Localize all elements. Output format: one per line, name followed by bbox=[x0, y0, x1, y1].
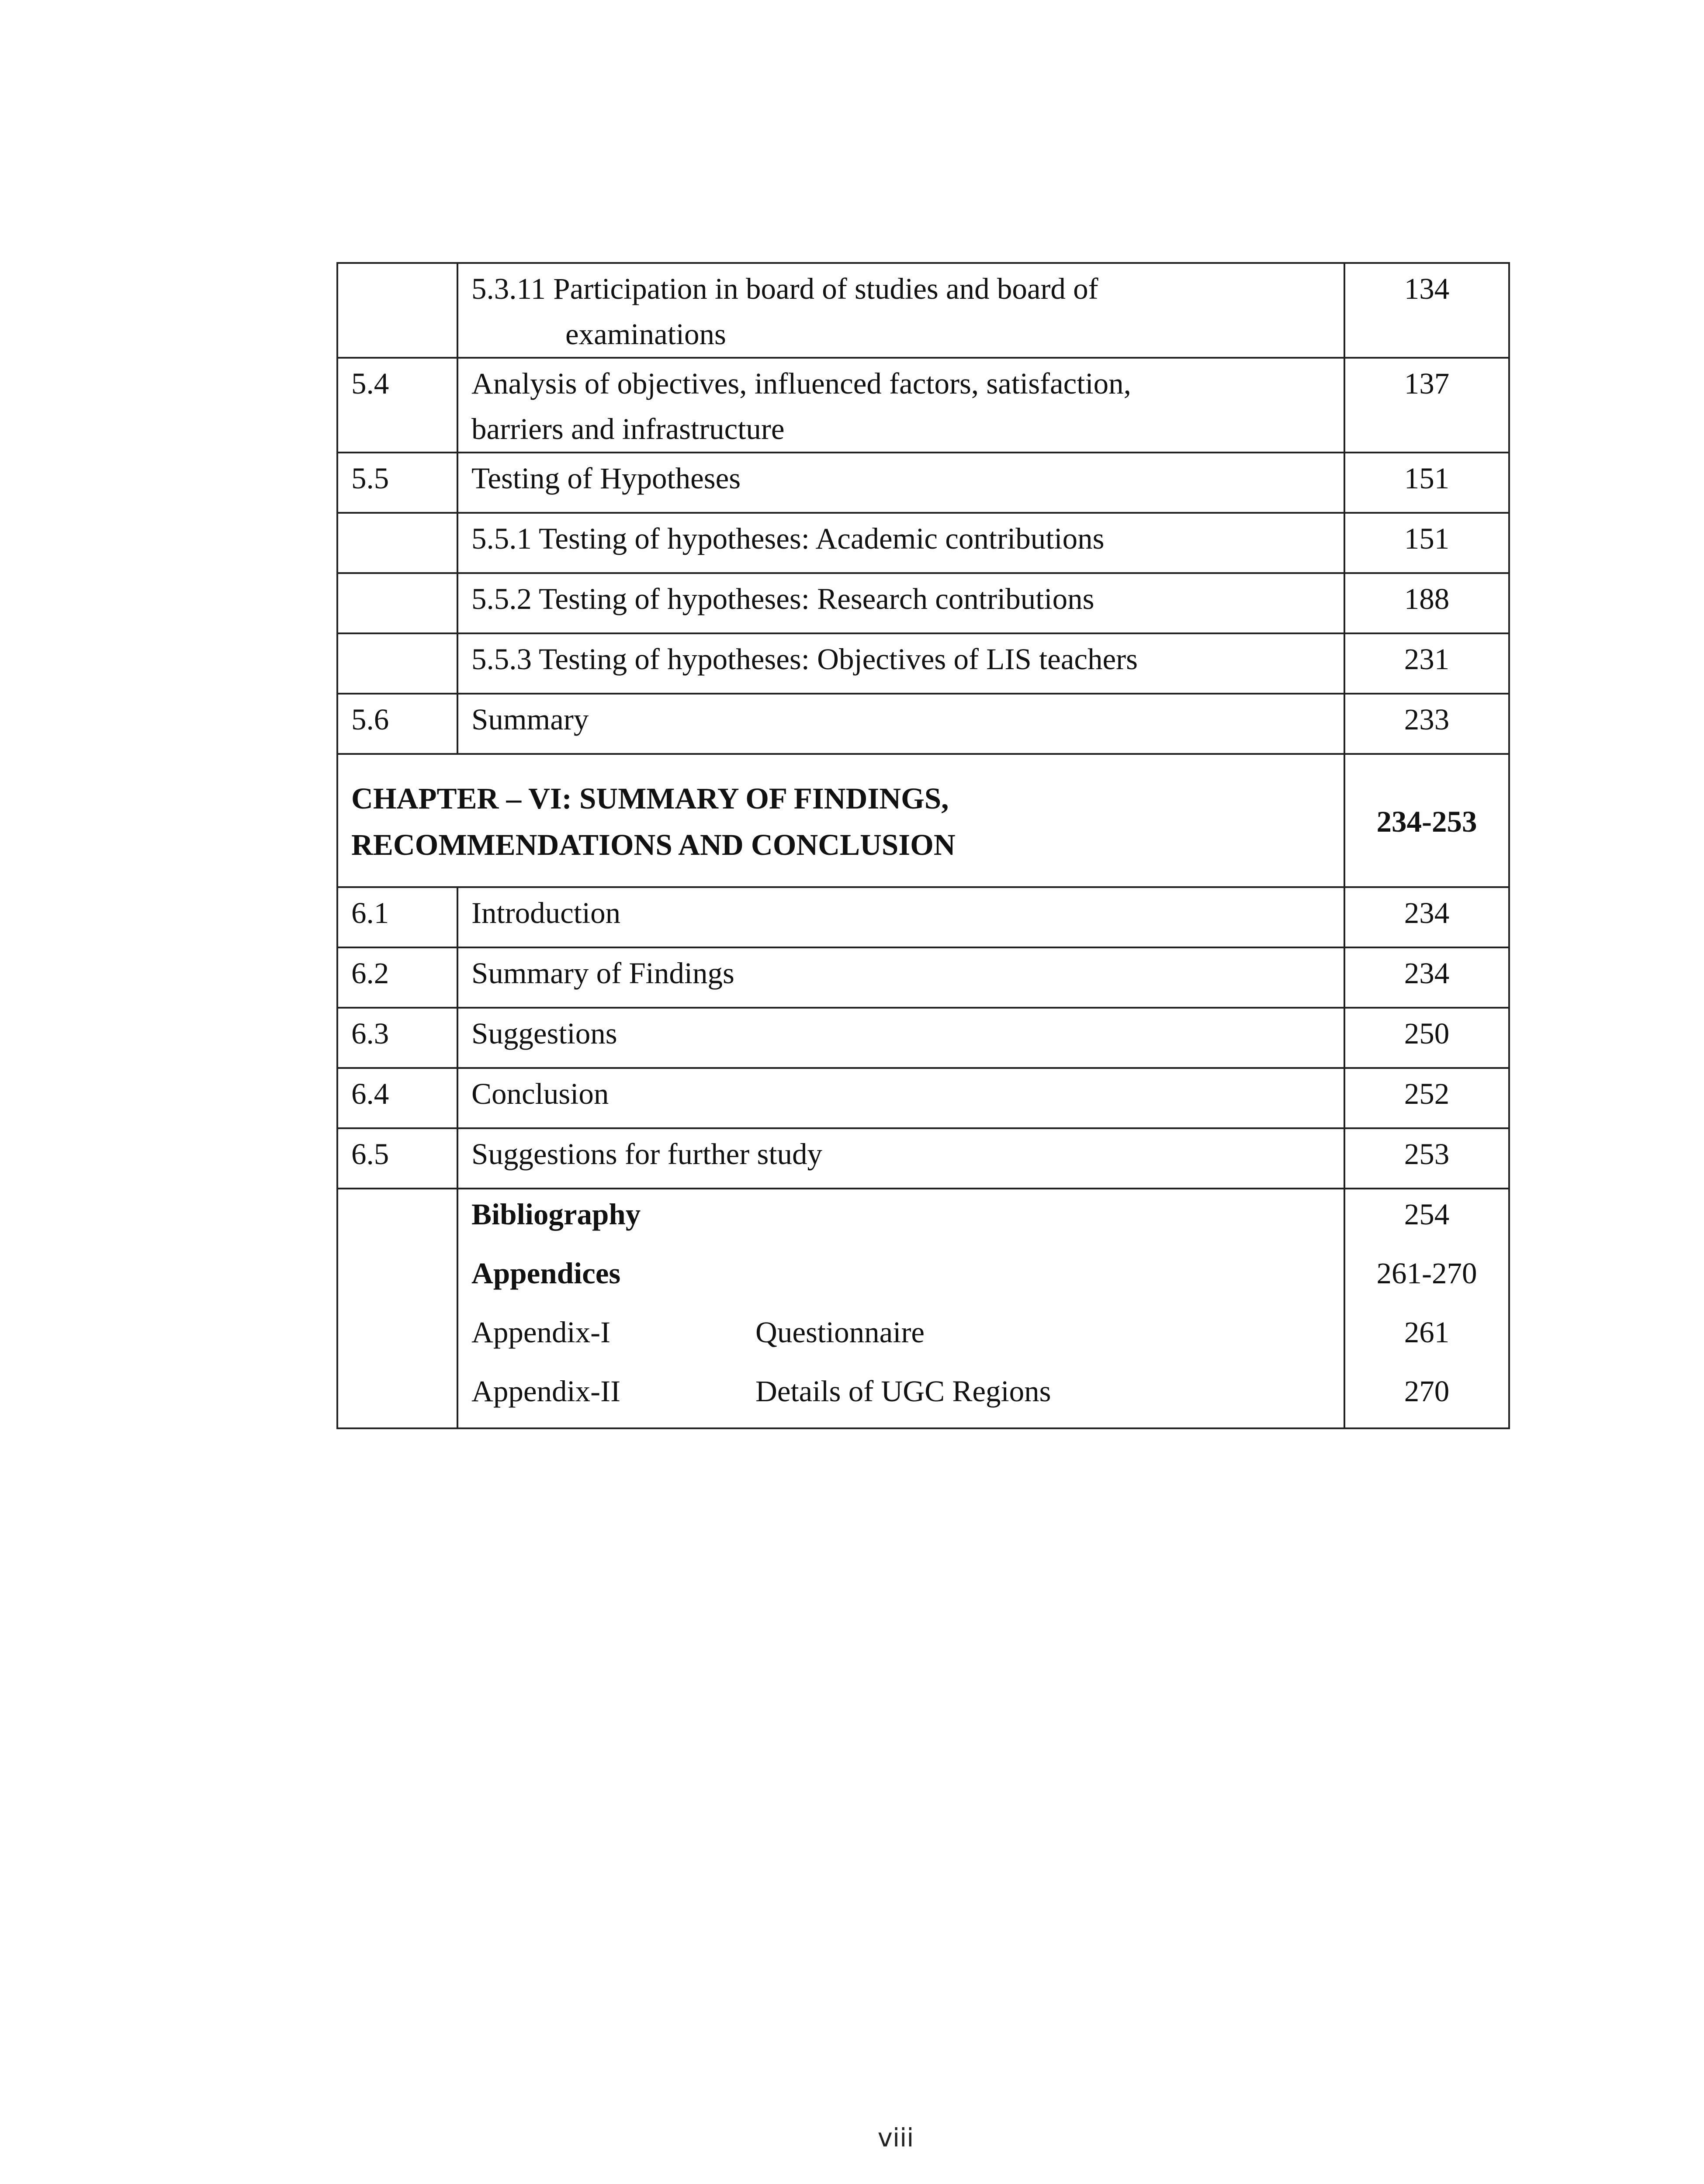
appendices-label: Appendices bbox=[471, 1257, 621, 1290]
back-matter-pages bbox=[1344, 1189, 1509, 1428]
section-title-line: barriers and infrastructure bbox=[471, 412, 785, 446]
appendix-label: Appendix-II bbox=[471, 1375, 621, 1408]
toc-row bbox=[337, 947, 1509, 1008]
toc-row bbox=[337, 263, 1509, 358]
toc-row bbox=[337, 358, 1509, 453]
section-number bbox=[337, 633, 457, 694]
section-number: 6.2 bbox=[337, 947, 457, 1008]
chapter-heading-row bbox=[337, 754, 1509, 887]
section-title: 5.5.1 Testing of hypotheses: Academic contributions bbox=[457, 513, 1344, 573]
chapter-title bbox=[337, 754, 1344, 887]
section-title: Summary bbox=[457, 694, 1344, 754]
appendix-description: Details of UGC Regions bbox=[755, 1375, 1051, 1408]
section-number: 5.4 bbox=[337, 358, 457, 453]
section-title: 5.5.2 Testing of hypotheses: Research contributions bbox=[457, 573, 1344, 633]
toc-row bbox=[337, 1068, 1509, 1128]
chapter-title-line: RECOMMENDATIONS AND CONCLUSION bbox=[351, 828, 956, 861]
page-number: 151 bbox=[1344, 513, 1509, 573]
back-matter-titles bbox=[457, 1189, 1344, 1428]
section-number: 6.4 bbox=[337, 1068, 457, 1128]
section-number bbox=[337, 513, 457, 573]
appendix-label: Appendix-I bbox=[471, 1316, 611, 1349]
section-title bbox=[457, 358, 1344, 453]
section-number: 6.5 bbox=[337, 1128, 457, 1189]
section-title: Suggestions bbox=[457, 1008, 1344, 1068]
page-number: 188 bbox=[1344, 573, 1509, 633]
section-title: Introduction bbox=[457, 887, 1344, 947]
toc-row bbox=[337, 573, 1509, 633]
chapter-page-range: 234-253 bbox=[1344, 754, 1509, 887]
chapter-title-line: CHAPTER – VI: SUMMARY OF FINDINGS, bbox=[351, 782, 949, 815]
toc-row bbox=[337, 513, 1509, 573]
bibliography-label: Bibliography bbox=[471, 1198, 641, 1231]
table-of-contents bbox=[336, 262, 1510, 1429]
page-number: 254 bbox=[1404, 1198, 1450, 1231]
section-number bbox=[337, 263, 457, 358]
section-number: 6.1 bbox=[337, 887, 457, 947]
appendix-entry bbox=[471, 1368, 1330, 1427]
page-number: 234 bbox=[1344, 887, 1509, 947]
page-number: 233 bbox=[1344, 694, 1509, 754]
toc-row bbox=[337, 453, 1509, 513]
section-title: Suggestions for further study bbox=[457, 1128, 1344, 1189]
page-number: 234 bbox=[1344, 947, 1509, 1008]
section-title-line: 5.3.11 Participation in board of studies and board of bbox=[471, 272, 1098, 305]
page-number: 253 bbox=[1344, 1128, 1509, 1189]
toc-row bbox=[337, 694, 1509, 754]
toc-row bbox=[337, 887, 1509, 947]
back-matter-row bbox=[337, 1189, 1509, 1428]
toc-row bbox=[337, 633, 1509, 694]
toc-row bbox=[337, 1128, 1509, 1189]
toc-row bbox=[337, 1008, 1509, 1068]
page-number: 261-270 bbox=[1376, 1257, 1477, 1290]
section-number: 6.3 bbox=[337, 1008, 457, 1068]
page-number: 250 bbox=[1344, 1008, 1509, 1068]
section-number: 5.5 bbox=[337, 453, 457, 513]
page-footer-number: viii bbox=[877, 2123, 914, 2153]
page-number: 151 bbox=[1344, 453, 1509, 513]
appendix-entry bbox=[471, 1310, 1330, 1368]
section-title: Testing of Hypotheses bbox=[457, 453, 1344, 513]
page-number: 270 bbox=[1404, 1375, 1450, 1408]
page-number: 231 bbox=[1344, 633, 1509, 694]
section-title: Summary of Findings bbox=[457, 947, 1344, 1008]
empty-cell bbox=[337, 1189, 457, 1428]
section-number bbox=[337, 573, 457, 633]
section-title: 5.5.3 Testing of hypotheses: Objectives of LIS teachers bbox=[457, 633, 1344, 694]
section-title-line: examinations bbox=[565, 318, 726, 351]
page-number: 134 bbox=[1344, 263, 1509, 358]
appendix-description: Questionnaire bbox=[755, 1316, 925, 1349]
page-number: 252 bbox=[1344, 1068, 1509, 1128]
section-title: Conclusion bbox=[457, 1068, 1344, 1128]
section-number: 5.6 bbox=[337, 694, 457, 754]
section-title-line: Analysis of objectives, influenced factors, satisfaction, bbox=[471, 367, 1131, 400]
section-title bbox=[457, 263, 1344, 358]
page-number: 261 bbox=[1404, 1316, 1450, 1349]
page-number: 137 bbox=[1344, 358, 1509, 453]
